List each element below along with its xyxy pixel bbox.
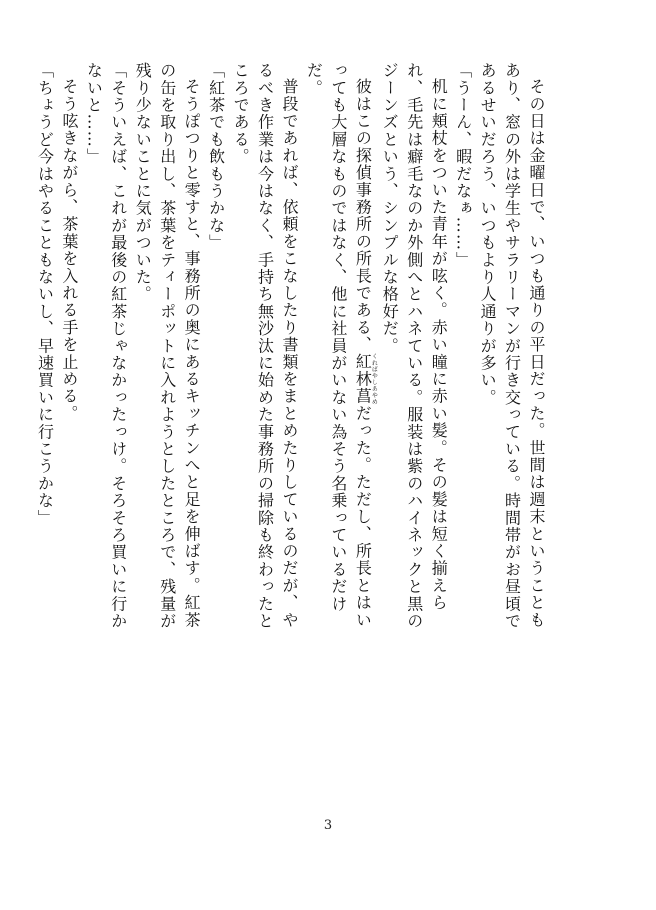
dialogue-4: 「ちょうど今はやることもないし、早速買いに行こうかな」: [35, 62, 55, 527]
dialogue-2: 「紅茶でも飲もうかな」: [206, 62, 226, 252]
dialogue-1: 「うーん、暇だなぁ……」: [453, 62, 473, 269]
paragraph-1: その日は金曜日で、いつも通りの平日だった。世間は週末ということもあり、窓の外は学生やサラリーマンが行き交っている。時間帯がお昼頃であるせいだろう、いつもより人通りが多い。: [478, 62, 546, 630]
paragraph-3-lead: 彼はこの探偵事務所の所長である、: [353, 78, 373, 354]
paragraph-3-tail: だった。ただし、所長とはいっても大層なものではなく、他に社員がいない為そう名乗っているだけだ。: [304, 62, 373, 629]
page-number: 3: [323, 818, 333, 833]
name-ruby-reading: くればやしあやめ: [370, 353, 378, 405]
paragraph-6: そう呟きながら、茶葉を入れる手を止める。: [59, 78, 79, 422]
name-ruby: [353, 353, 378, 405]
vertical-text-body: [35, 62, 548, 637]
name-ruby-base: 紅林菖: [353, 353, 373, 405]
paragraph-5: そうぽつりと零すと、事務所の奥にあるキッチンへと足を伸ばす。紅茶の缶を取り出し、茶葉をティーポットに入れようとしたところで、残量が残り少ないことに気がついた。: [133, 62, 202, 630]
dialogue-3: 「そういえば、これが最後の紅茶じゃなかったっけ。そろそろ買いに行かないと……」: [84, 62, 128, 630]
paragraph-2: 机に頬杖をついた青年が呟く。赤い瞳に赤い髪。その髪は短く揃えられ、毛先は癖毛なのか外側へとハネている。服装は紫のハイネックと黒のジーンズという、シンプルな格好だ。: [380, 62, 449, 630]
paragraph-4: 普段であれば、依頼をこなしたり書類をまとめたりしているのだが、やるべき作業は今はなく、手持ち無沙汰に始めた事務所の掃除も終わったところである。: [231, 62, 299, 630]
paragraph-3: [301, 62, 377, 637]
